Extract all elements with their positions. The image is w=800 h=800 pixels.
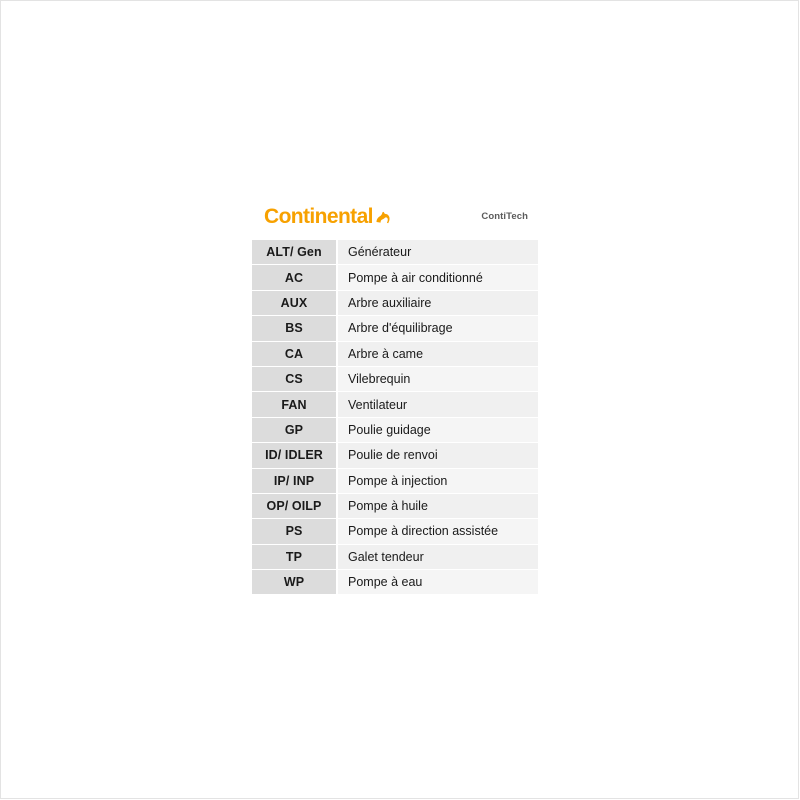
legend-table-body bbox=[252, 240, 538, 595]
legend-code: IP/ INP bbox=[252, 468, 337, 493]
table-row bbox=[252, 341, 538, 366]
legend-description: Vilebrequin bbox=[337, 366, 538, 391]
contitech-sub-brand: ContiTech bbox=[481, 210, 528, 222]
table-row bbox=[252, 443, 538, 468]
continental-wordmark: Continental bbox=[264, 205, 373, 228]
legend-description: Arbre d'équilibrage bbox=[337, 316, 538, 341]
legend-description: Pompe à huile bbox=[337, 493, 538, 518]
legend-description: Pompe à injection bbox=[337, 468, 538, 493]
table-row bbox=[252, 316, 538, 341]
table-row bbox=[252, 240, 538, 265]
legend-code: BS bbox=[252, 316, 337, 341]
table-row bbox=[252, 468, 538, 493]
legend-description: Pompe à eau bbox=[337, 570, 538, 595]
legend-description: Ventilateur bbox=[337, 392, 538, 417]
table-row bbox=[252, 570, 538, 595]
table-row bbox=[252, 544, 538, 569]
legend-code: CS bbox=[252, 366, 337, 391]
legend-code: GP bbox=[252, 417, 337, 442]
table-row bbox=[252, 392, 538, 417]
abbreviation-legend-table bbox=[252, 239, 538, 595]
legend-code: PS bbox=[252, 519, 337, 544]
brand-header bbox=[252, 194, 538, 239]
table-row bbox=[252, 265, 538, 290]
legend-description: Poulie guidage bbox=[337, 417, 538, 442]
legend-description: Pompe à direction assistée bbox=[337, 519, 538, 544]
legend-code: WP bbox=[252, 570, 337, 595]
legend-code: AUX bbox=[252, 290, 337, 315]
legend-code: AC bbox=[252, 265, 337, 290]
legend-code: OP/ OILP bbox=[252, 493, 337, 518]
legend-description: Générateur bbox=[337, 240, 538, 265]
legend-description: Arbre auxiliaire bbox=[337, 290, 538, 315]
table-row bbox=[252, 519, 538, 544]
legend-code: CA bbox=[252, 341, 337, 366]
table-row bbox=[252, 493, 538, 518]
table-row bbox=[252, 290, 538, 315]
legend-code: TP bbox=[252, 544, 337, 569]
legend-code: FAN bbox=[252, 392, 337, 417]
horse-icon bbox=[374, 207, 394, 227]
legend-code: ALT/ Gen bbox=[252, 240, 337, 265]
table-row bbox=[252, 417, 538, 442]
legend-code: ID/ IDLER bbox=[252, 443, 337, 468]
legend-description: Pompe à air conditionné bbox=[337, 265, 538, 290]
legend-card bbox=[252, 194, 538, 595]
legend-description: Poulie de renvoi bbox=[337, 443, 538, 468]
legend-description: Arbre à came bbox=[337, 341, 538, 366]
table-row bbox=[252, 366, 538, 391]
continental-logo bbox=[264, 206, 481, 227]
legend-description: Galet tendeur bbox=[337, 544, 538, 569]
